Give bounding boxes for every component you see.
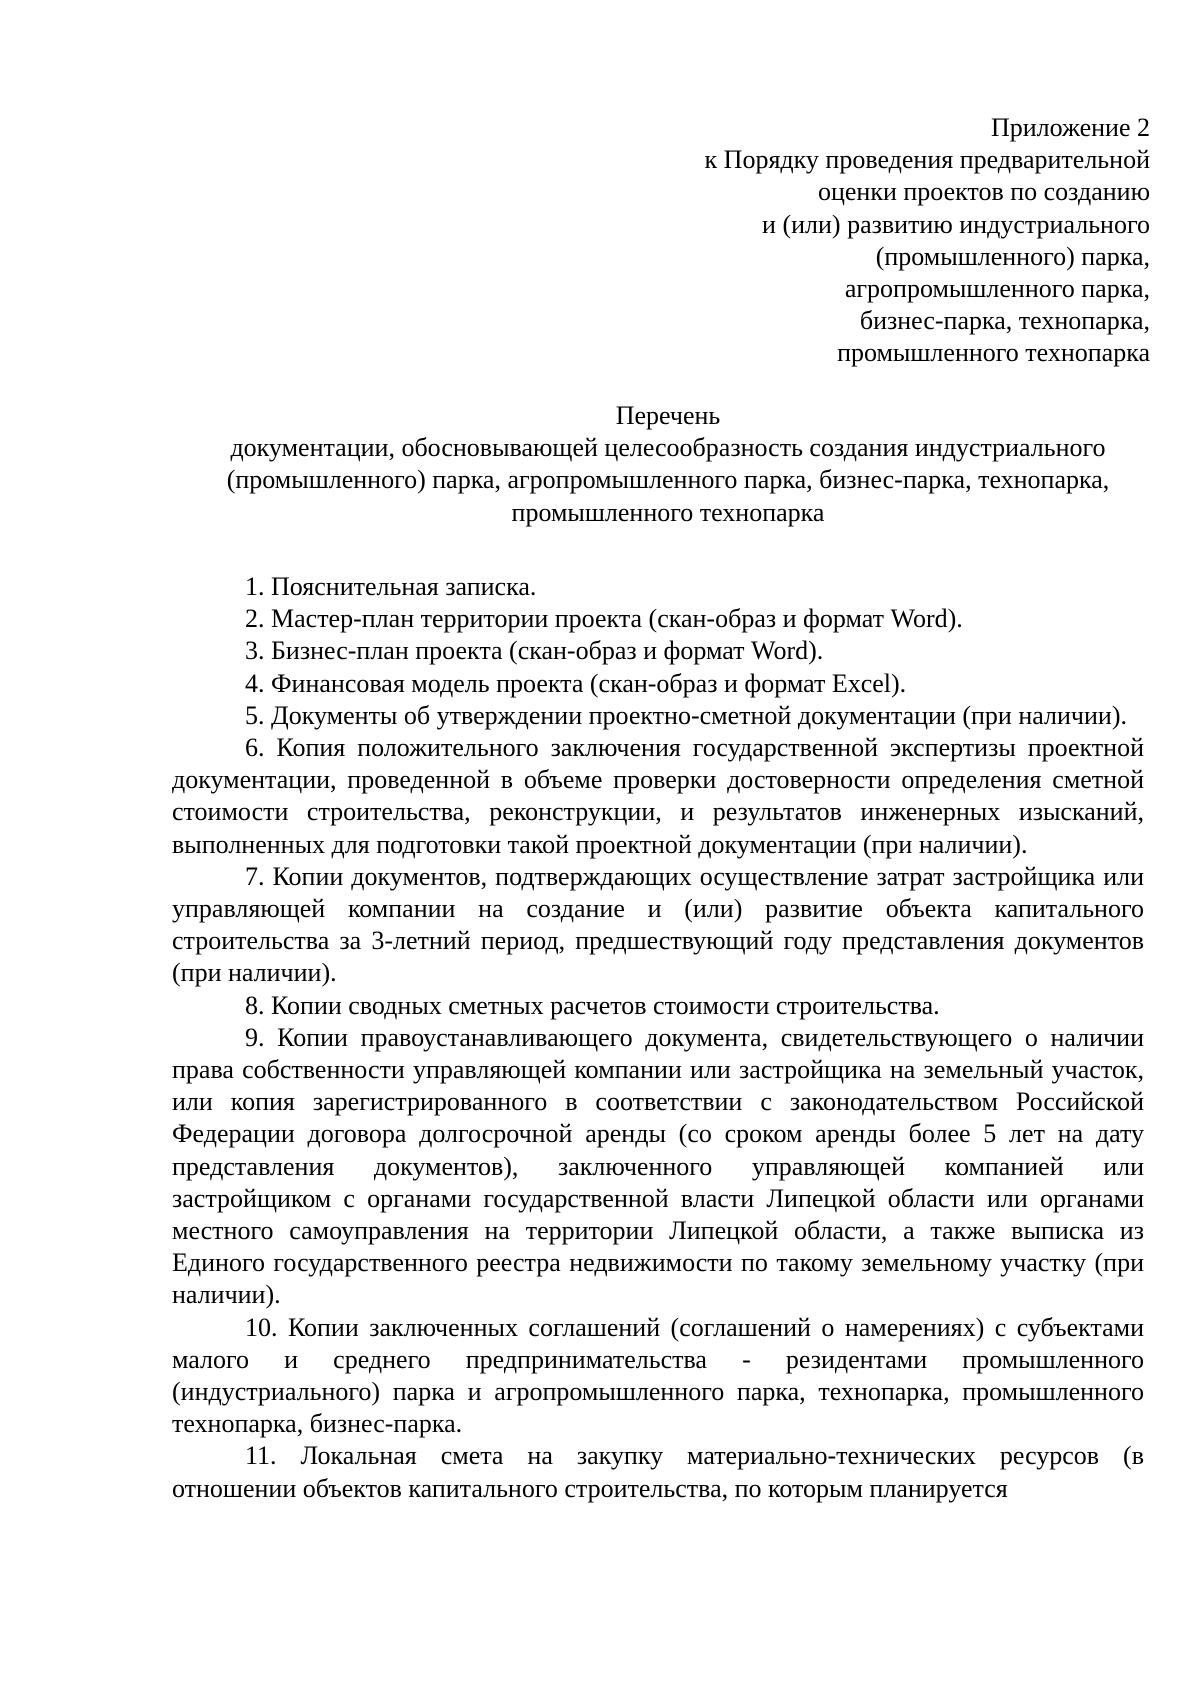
appendix-line: оценки проектов по созданию xyxy=(817,177,1150,207)
appendix-line: (промышленного) парка, xyxy=(875,241,1150,271)
list-item: 6. Копия положительного заключения государственной экспертизы проектной документации, проведенной в объеме проверки достоверности определения сметной стоимости строительства, реконструкции, и результатов инженерных изысканий, выполненных для подготовки такой проектной документации (при наличии). xyxy=(172,733,1144,859)
appendix-reference xyxy=(550,112,1150,370)
document-subtitle-line: (промышленного) парка, агропромышленного парка, бизнес-парка, технопарка, xyxy=(226,465,1110,495)
list-item: 11. Локальная смета на закупку материально-технических ресурсов (в отношении объектов капитального строительства, по которым планируется xyxy=(172,1441,1144,1503)
appendix-line: к Порядку проведения предварительной xyxy=(704,145,1150,175)
list-item: 7. Копии документов, подтверждающих осуществление затрат застройщика или управляющей компании на создание и (или) развитие объекта капитального строительства за 3-летний период, предшествующий году представления документов (при наличии). xyxy=(172,861,1144,988)
list-item: 10. Копии заключенных соглашений (соглашений о намерениях) с субъектами малого и среднего предпринимательства - резидентами промышленного (индустриального) парка и агропромышленного парка, технопарка, промышленного технопарка, бизнес-парка. xyxy=(172,1312,1144,1439)
document-title: Перечень xyxy=(615,401,721,430)
list-item: 3. Бизнес-план проекта (скан-образ и формат Word). xyxy=(245,636,824,666)
list-item: 4. Финансовая модель проекта (скан-образ и формат Excel). xyxy=(245,668,907,698)
appendix-line: бизнес-парка, технопарка, xyxy=(859,306,1150,336)
document-heading xyxy=(178,400,1158,529)
list-item: 8. Копии сводных сметных расчетов стоимости строительства. xyxy=(245,990,940,1020)
list-item: 2. Мастер-план территории проекта (скан-образ и формат Word). xyxy=(245,604,963,634)
appendix-line: Приложение 2 xyxy=(990,113,1150,142)
list-item: 5. Документы об утверждении проектно-сметной документации (при наличии). xyxy=(245,700,1127,730)
document-body xyxy=(172,571,1144,1505)
appendix-line: агропромышленного парка, xyxy=(844,274,1150,304)
list-item: 1. Пояснительная записка. xyxy=(245,572,537,601)
appendix-line: и (или) развитию индустриального xyxy=(762,209,1150,239)
document-subtitle-line: промышленного технопарка xyxy=(511,497,825,527)
list-item: 9. Копии правоустанавливающего документа, свидетельствующего о наличии права собственности управляющей компании или застройщика на земельный участок, или копия зарегистрированного в соответствии с законодательством Российской Федерации договора долгосрочной аренды (со сроком аренды более 5 лет на дату представления документов), заключенного управляющей компанией или застройщиком с органами государственной власти Липецкой области или органами местного самоуправления на территории Липецкой области, а также выписка из Единого государственного реестра недвижимости по такому земельному участку (при наличии). xyxy=(172,1022,1144,1310)
appendix-line: промышленного технопарка xyxy=(837,338,1150,368)
document-subtitle-line: документации, обосновывающей целесообразность создания индустриального xyxy=(230,433,1106,463)
